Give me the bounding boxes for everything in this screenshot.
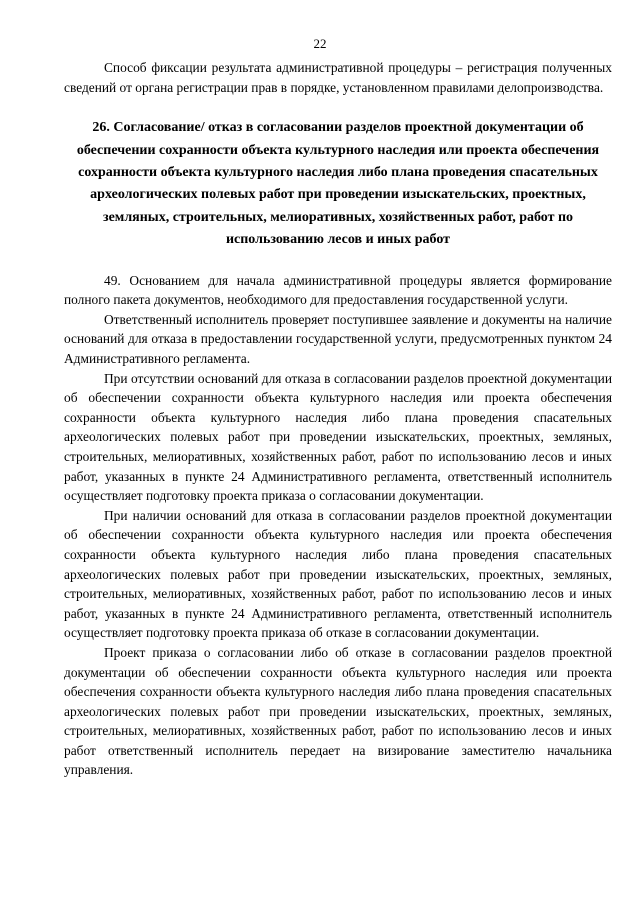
section-title: 26. Согласование/ отказ в согласовании разделов проектной документации об обеспечении сохранности объекта культурного наследия или проекта обеспечения сохранности объекта культурного наследия либо плана проведения спасательных археологических полевых работ при проведении изыскательских, проектных, земляных, строительных, мелиоративных, хозяйственных работ, работ по использованию лесов и иных работ (76, 120, 600, 248)
page-number: 22 (313, 36, 327, 51)
paragraph-draft-order: Проект приказа о согласовании либо об отказе в согласовании разделов проектной документации об обеспечении сохранности объекта культурного наследия или проекта обеспечения сохранности объекта культурного наследия либо плана проведения спасательных археологических полевых работ при проведении изыскательских, проектных, земляных, строительных, мелиоративных, хозяйственных работ, работ по использованию лесов и иных работ ответственный исполнитель передает на визирование заместителю начальника управления. (64, 644, 612, 778)
intro-paragraph: Способ фиксации результата административной процедуры – регистрация полученных сведений от органа регистрации прав в порядке, установленном правилами делопроизводства. (64, 60, 612, 95)
paragraph-49: 49. Основанием для начала административной процедуры является формирование полного пакета документов, необходимого для предоставления государственной услуги. (64, 272, 612, 308)
page-content (64, 58, 612, 780)
paragraph-grounds: При наличии оснований для отказа в согласовании разделов проектной документации об обеспечении сохранности объекта культурного наследия или проекта обеспечения сохранности объекта культурного наследия либо плана проведения спасательных археологических полевых работ при проведении изыскательских, проектных, земляных, строительных, мелиоративных, хозяйственных работ, работ по использованию лесов и иных работ, указанных в пункте 24 Административного регламента, ответственный исполнитель осуществляет подготовку проекта приказа об отказе в согласовании документации. (64, 507, 612, 641)
paragraph-check: Ответственный исполнитель проверяет поступившее заявление и документы на наличие оснований для отказа в предоставлении государственной услуги, предусмотренных пунктом 24 Административного регламента. (64, 311, 612, 366)
paragraph-no-grounds: При отсутствии оснований для отказа в согласовании разделов проектной документации об обеспечении сохранности объекта культурного наследия или проекта обеспечения сохранности объекта культурного наследия либо плана проведения спасательных археологических полевых работ при проведении изыскательских, проектных, земляных, строительных, мелиоративных, хозяйственных работ, работ по использованию лесов и иных работ, указанных в пункте 24 Административного регламента, ответственный исполнитель осуществляет подготовку проекта приказа о согласовании документации. (64, 370, 612, 504)
